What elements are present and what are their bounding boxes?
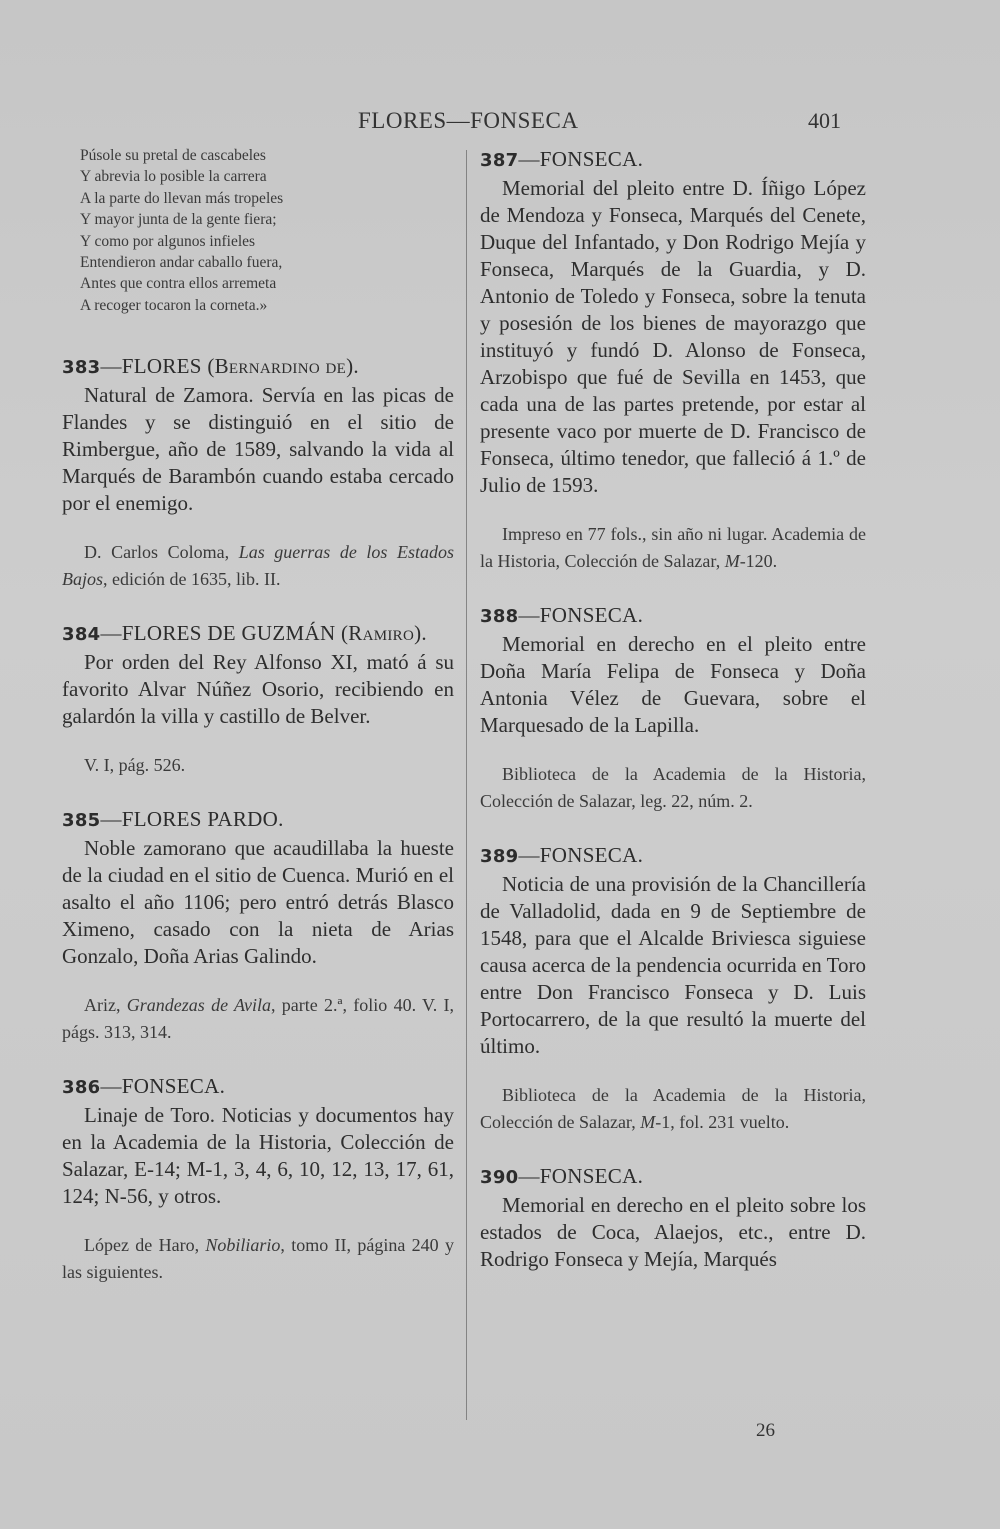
poem-line: Púsole su pretal de cascabeles [80, 147, 266, 164]
entry-heading: 383—FLORES (Bernardino de). [62, 354, 359, 379]
poem-stanza [62, 145, 454, 316]
entry-reference: Impreso en 77 fols., sin año ni lugar. Academia de la Historia, Colección de Salazar, M-120. [480, 524, 866, 571]
poem-line: Y abrevia lo posible la carrera [80, 168, 267, 186]
entry-body: Memorial del pleito entre D. Íñigo López de Mendoza y Fonseca, Marqués del Cenete, Duque del Infantado, y Don Rodrigo Mejía y Fonseca, Marqués de la Guardia, y D. Antonio de Toledo y Fonseca, sobre la tenuta y posesión de los bienes de mayorazgo que instituyó y fundó D. Alonso de Fonseca, Arzobispo que fué de Sevilla en 1453, que cada una de las partes pretende, por estar al presente vaco por muerte de D. Francisco de Fonseca, último tenedor, que falleció á 1.º de Julio de 1593. [480, 176, 866, 497]
entry-heading: 384—FLORES DE GUZMÁN (Ramiro). [62, 621, 427, 646]
entry-body: Memorial en derecho en el pleito entre Doña María Felipa de Fonseca y Doña Antonia Vélez de Guevara, sobre el Marquesado de la Lapilla. [480, 632, 866, 737]
entry-number: 383 [62, 357, 101, 379]
entry-reference: Ariz, Grandezas de Avila, parte 2.ª, folio 40. V. I, págs. 313, 314. [62, 995, 454, 1043]
entry-reference: V. I, pág. 526. [84, 755, 186, 776]
entry-388 [480, 601, 866, 815]
entry-reference: Biblioteca de la Academia de la Historia, Colección de Salazar, M-1, fol. 231 vuelto. [480, 1085, 866, 1132]
entry-body: Natural de Zamora. Servía en las picas de Flandes y se distinguió en el sitio de Rimbergue, año de 1589, salvando la vida al Marqués de Barambón cuando estaba cercado por el enemigo. [62, 383, 454, 516]
entry-387 [480, 145, 866, 575]
entry-number: 387 [480, 150, 519, 171]
poem-line: Y como por algunos infieles [80, 232, 256, 250]
entry-body: Noble zamorano que acaudillaba la hueste de la ciudad en el sitio de Cuenca. Murió en el asalto el año 1106; pero entró detrás Blasco Ximeno, casado con la nieta de Arias Gonzalo, Doña Arias Galindo. [62, 836, 454, 969]
poem-line: A la parte do llevan más tropeles [80, 189, 284, 207]
entry-385 [62, 805, 454, 1046]
entry-reference: D. Carlos Coloma, Las guerras de los Estados Bajos, edición de 1635, lib. II. [62, 542, 454, 590]
signature-mark: 26 [756, 1420, 775, 1441]
entry-heading: 387—FONSECA. [480, 147, 644, 171]
entry-number: 384 [62, 624, 101, 646]
page-number: 401 [808, 108, 841, 133]
entry-body: Por orden del Rey Alfonso XI, mató á su favorito Alvar Núñez Osorio, recibiendo en galardón la villa y castillo de Belver. [62, 650, 454, 729]
entry-heading: 386—FONSECA. [62, 1074, 226, 1099]
poem-line: Antes que contra ellos arremeta [80, 275, 277, 293]
entry-389 [480, 841, 866, 1136]
entry-number: 386 [62, 1077, 101, 1099]
entry-heading: 390—FONSECA. [480, 1164, 644, 1188]
entry-body: Noticia de una provisión de la Chancillería de Valladolid, dada en 9 de Septiembre de 1548, para que el Alcalde Briviesca siguiese causa acerca de la pendencia ocurrida en Toro entre Don Francisco Fonseca y D. Luis Portocarrero, de la que resultó la muerte del último. [480, 872, 866, 1058]
entry-heading: 388—FONSECA. [480, 603, 644, 627]
entry-390 [480, 1162, 866, 1273]
entry-heading: 385—FLORES PARDO. [62, 807, 284, 832]
entry-383 [62, 352, 454, 593]
entry-number: 388 [480, 606, 519, 627]
poem-line: A recoger tocaron la corneta.» [80, 296, 268, 314]
entry-reference: López de Haro, Nobiliario, tomo II, página 240 y las siguientes. [62, 1235, 454, 1283]
running-header: FLORES—FONSECA [358, 108, 579, 133]
left-column [62, 145, 454, 1286]
entry-number: 390 [480, 1167, 519, 1188]
column-divider [466, 150, 467, 1420]
poem-line: Entendieron andar caballo fuera, [80, 254, 283, 272]
entry-384 [62, 619, 454, 779]
entry-body: Memorial en derecho en el pleito sobre los estados de Coca, Alaejos, etc., entre D. Rodrigo Fonseca y Mejía, Marqués [480, 1193, 866, 1271]
entry-heading: 389—FONSECA. [480, 843, 644, 867]
entry-body: Linaje de Toro. Noticias y documentos hay en la Academia de la Historia, Colección de Salazar, E-14; M-1, 3, 4, 6, 10, 12, 13, 17, 61, 124; N-56, y otros. [62, 1103, 454, 1209]
entry-386 [62, 1072, 454, 1286]
entry-number: 385 [62, 810, 101, 832]
entry-reference: Biblioteca de la Academia de la Historia, Colección de Salazar, leg. 22, núm. 2. [480, 764, 866, 811]
poem-line: Y mayor junta de la gente fiera; [80, 211, 277, 229]
entry-number: 389 [480, 846, 519, 867]
right-column [480, 145, 866, 1273]
